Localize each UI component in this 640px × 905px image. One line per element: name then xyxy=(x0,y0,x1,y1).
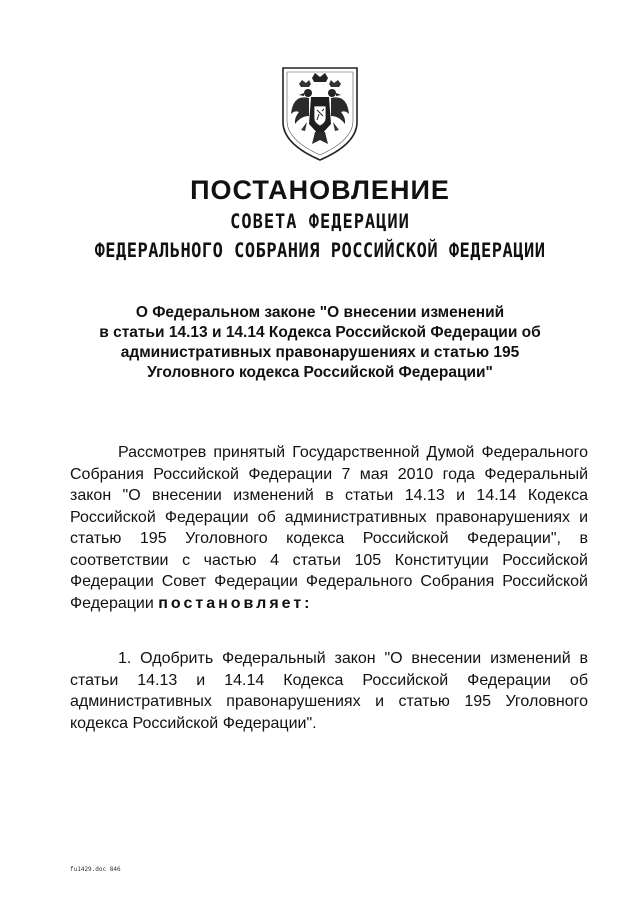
subject-line: О Федеральном законе "О внесении изменений xyxy=(135,304,505,321)
paragraph-line: Рассмотрев принятый Государственной Думой Федерального xyxy=(118,444,588,461)
paragraph-line: статью 195 Уголовного кодекса Российской Федерации", в xyxy=(70,530,588,547)
document-file-code: fu1429.doc 846 xyxy=(70,866,121,873)
paragraph-line: кодекса Российской Федерации". xyxy=(70,714,317,732)
document-title: ПОСТАНОВЛЕНИЕ xyxy=(190,175,450,205)
paragraph-line: 1. Одобрить Федеральный закон "О внесении изменений в xyxy=(118,650,588,667)
document-subject xyxy=(60,303,580,383)
subject-line: в статьи 14.13 и 14.14 Кодекса Российской Федерации об xyxy=(99,324,541,341)
paragraph-last-prefix: Федерации xyxy=(70,594,154,612)
coat-of-arms-emblem xyxy=(279,64,361,162)
preamble-paragraph xyxy=(70,442,588,614)
issuing-body-line2: ФЕДЕРАЛЬНОГО СОБРАНИЯ РОССИЙСКОЙ ФЕДЕРАЦИИ xyxy=(94,239,546,263)
paragraph-line: Федерации Совет Федерации Федерального Собрания Российской xyxy=(70,573,588,590)
subject-line: Уголовного кодекса Российской Федерации" xyxy=(147,364,493,381)
paragraph-line: закон "О внесении изменений в статьи 14.13 и 14.14 Кодекса xyxy=(70,487,588,504)
paragraph-line: административных правонарушениях и статью 195 Уголовного xyxy=(70,693,588,710)
paragraph-line: соответствии с частью 4 статьи 105 Конституции Российской xyxy=(70,551,588,569)
paragraph-line: статьи 14.13 и 14.14 Кодекса Российской Федерации об xyxy=(70,671,588,689)
resolves-keyword: постановляет: xyxy=(158,594,313,612)
issuing-body-line1: СОВЕТА ФЕДЕРАЦИИ xyxy=(230,210,410,234)
paragraph-line: Российской Федерации об административных правонарушениях и xyxy=(70,508,588,526)
paragraph-line: Собрания Российской Федерации 7 мая 2010 года Федеральный xyxy=(70,465,588,483)
paragraph-line xyxy=(70,593,588,615)
subject-line: административных правонарушениях и статью 195 xyxy=(120,344,520,361)
resolution-item-1 xyxy=(70,648,588,734)
